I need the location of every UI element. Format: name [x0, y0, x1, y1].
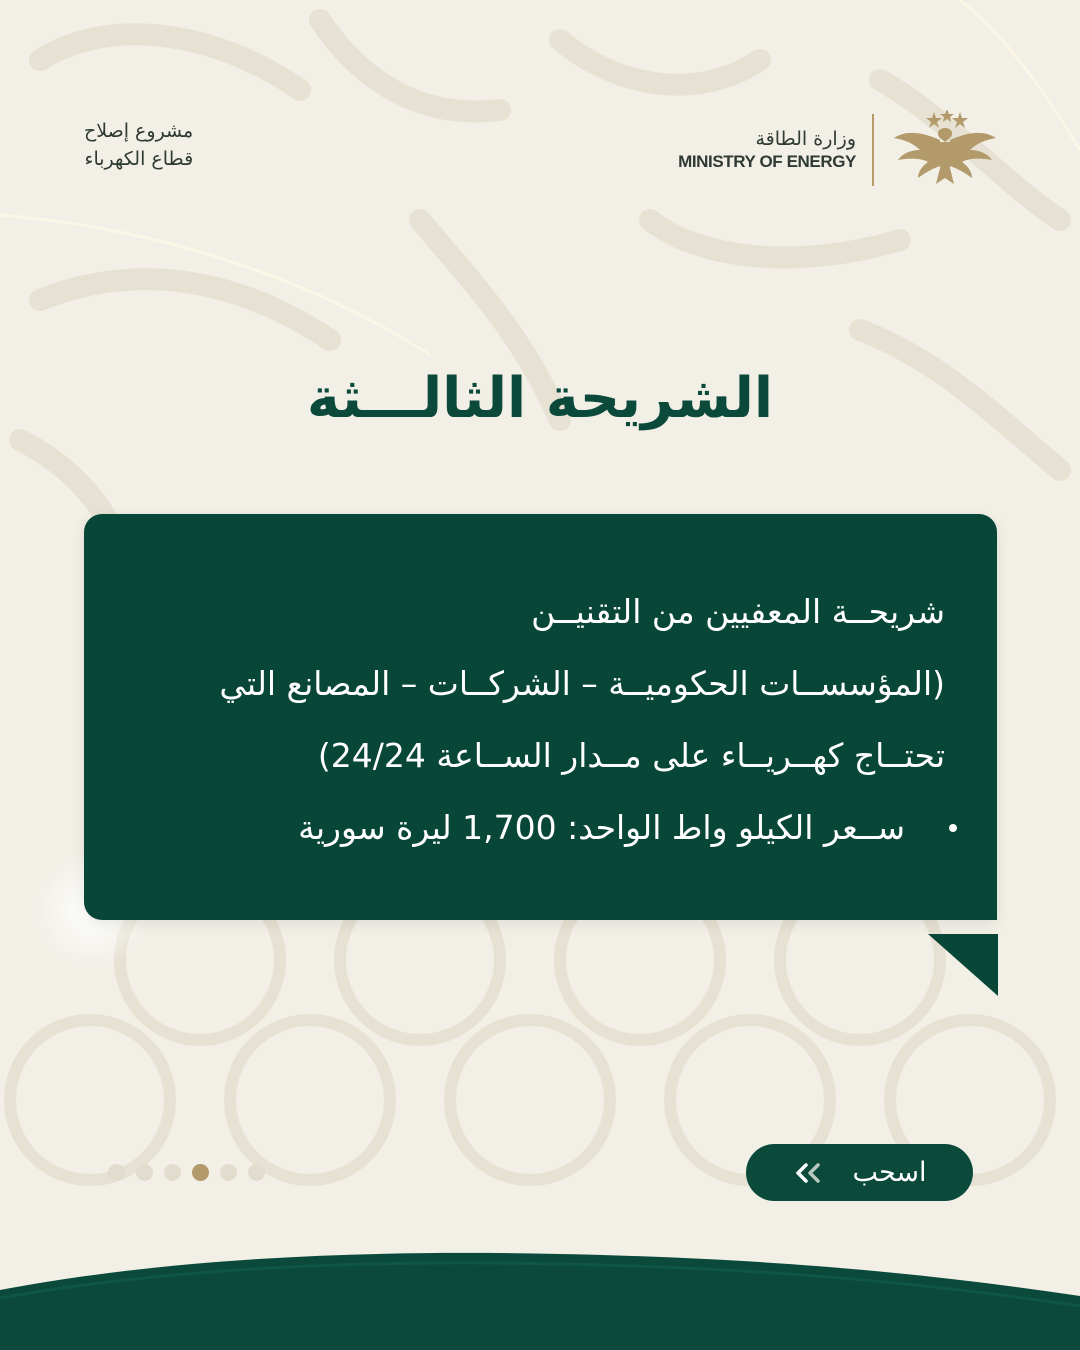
ministry-name-ar: وزارة الطاقة — [755, 128, 856, 150]
logo-divider — [872, 114, 874, 186]
info-card — [84, 514, 997, 920]
ministry-name-en: MINISTRY OF ENERGY — [678, 152, 856, 171]
slide-title: الشريحة الثالـــثة — [306, 366, 774, 431]
bullet-dot-icon — [949, 824, 957, 832]
swipe-label: اسحب — [852, 1157, 927, 1187]
ministry-logo — [678, 110, 998, 190]
eagle-emblem-icon — [892, 110, 998, 190]
card-tail — [928, 934, 998, 996]
project-line-2: قطاع الكهرباء — [84, 148, 194, 170]
price-text: ســعر الكيلو واط الواحد: 1,700 ليرة سورية — [298, 808, 905, 847]
price-item — [136, 792, 945, 864]
info-card-body — [136, 576, 945, 864]
card-line-1: شريحــة المعفيين من التقنيــن — [531, 592, 945, 631]
card-line-3: تحتــاج كهــريــاء على مــدار الســاعة 24/24) — [317, 736, 945, 775]
footer-wave — [0, 1060, 1080, 1350]
project-line-1: مشروع إصلاح — [84, 120, 194, 142]
project-tagline — [84, 117, 193, 173]
card-line-2: (المؤسســات الحكوميــة – الشركــات – المصانع التي — [219, 664, 945, 703]
ministry-name — [678, 127, 856, 173]
